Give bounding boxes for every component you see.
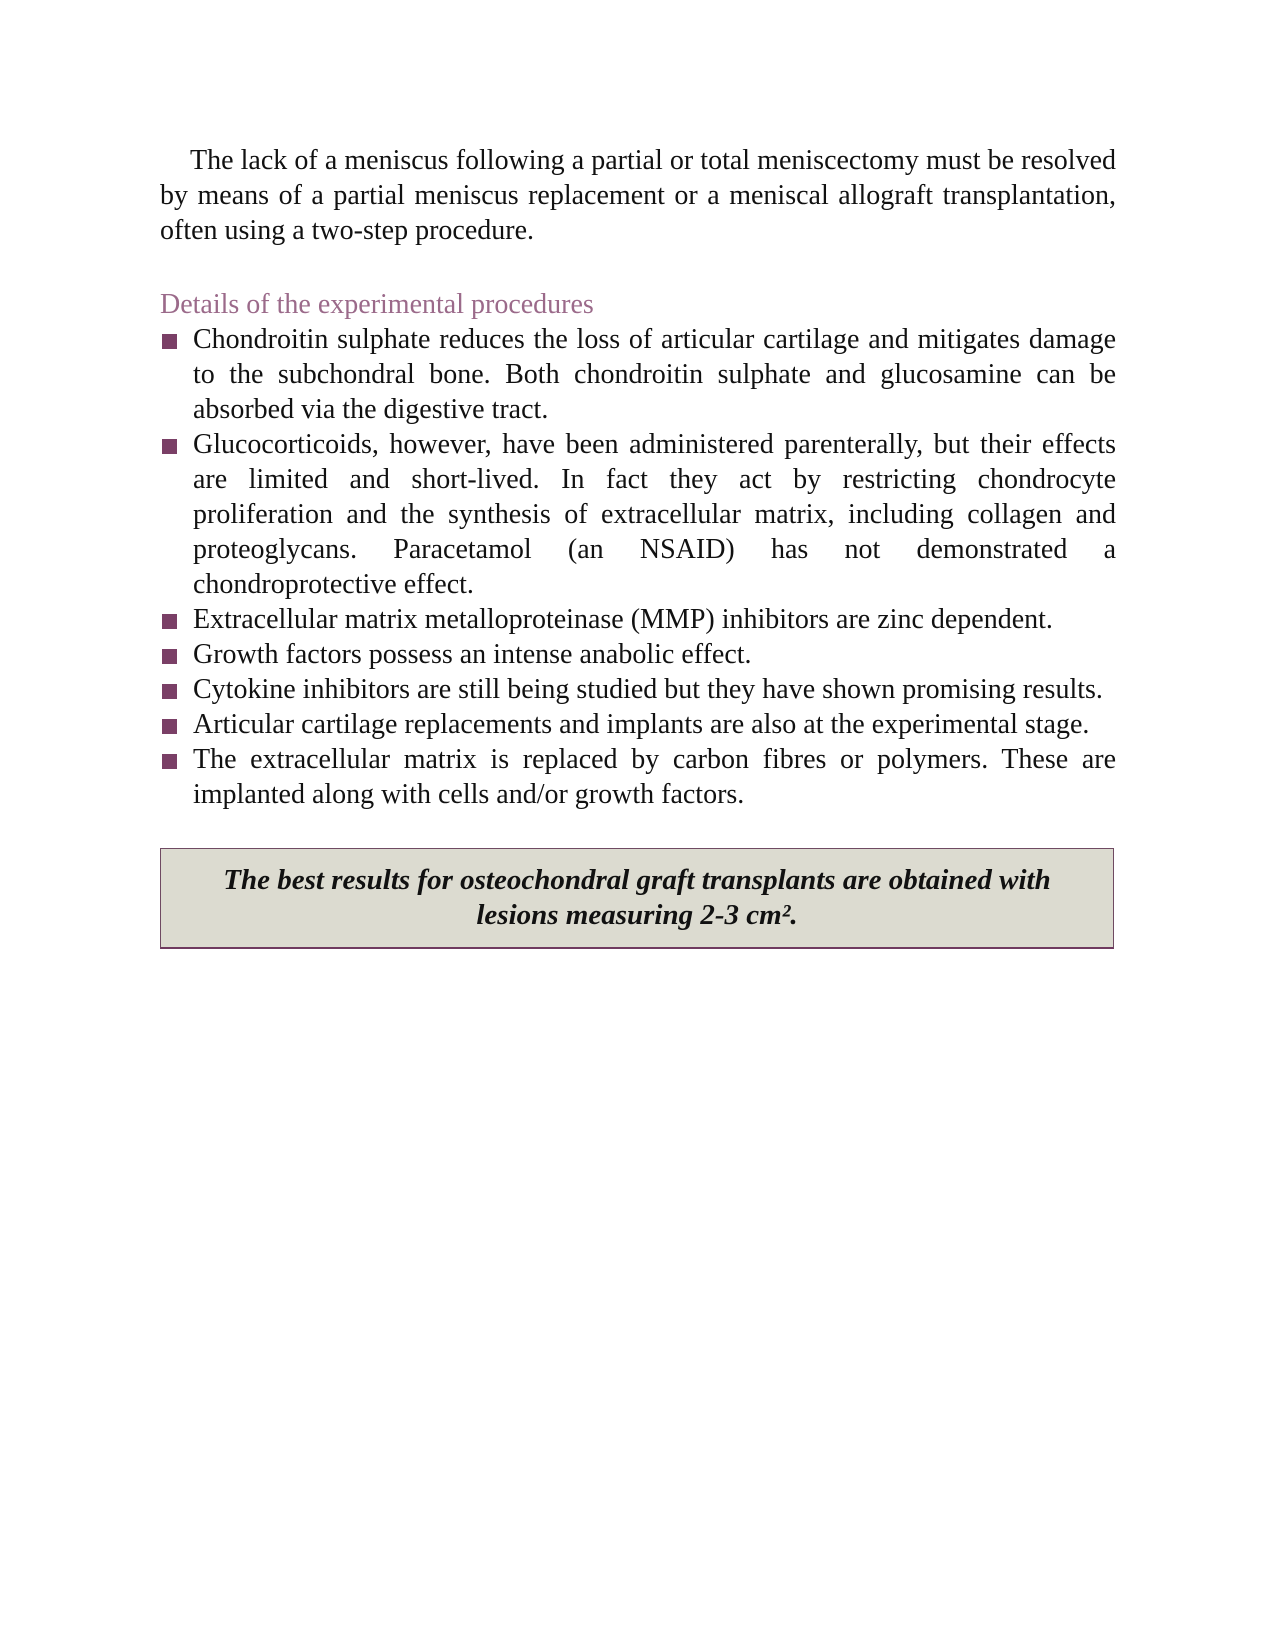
list-item xyxy=(160,322,1116,427)
procedure-list xyxy=(160,322,1116,812)
highlight-box xyxy=(160,848,1114,949)
intro-paragraph: The lack of a meniscus following a partial or total meniscectomy must be resolved by means of a partial meniscus replacement or a meniscal allograft transplantation, often using a two-step procedure. xyxy=(160,145,1116,246)
list-item xyxy=(160,707,1116,742)
square-bullet-icon xyxy=(162,439,177,454)
list-item xyxy=(160,602,1116,637)
list-item-text: Growth factors possess an intense anabolic effect. xyxy=(193,639,752,670)
list-item-text: Chondroitin sulphate reduces the loss of articular cartilage and mitigates damage to the subchondral bone. Both chondroitin sulphate and glucosamine can be absorbed via the digestive tract. xyxy=(193,324,1116,425)
list-item xyxy=(160,427,1116,602)
square-bullet-icon xyxy=(162,649,177,664)
list-item xyxy=(160,637,1116,672)
list-item xyxy=(160,742,1116,812)
list-item-text: Cytokine inhibitors are still being studied but they have shown promising results. xyxy=(193,674,1103,705)
square-bullet-icon xyxy=(162,334,177,349)
highlight-text: The best results for osteochondral graft transplants are obtained with lesions measuring 2-3 cm². xyxy=(223,864,1051,931)
list-item-text: The extracellular matrix is replaced by carbon fibres or polymers. These are implanted along with cells and/or growth factors. xyxy=(193,744,1116,810)
square-bullet-icon xyxy=(162,614,177,629)
list-item xyxy=(160,672,1116,707)
document-page xyxy=(160,143,1116,949)
square-bullet-icon xyxy=(162,719,177,734)
square-bullet-icon xyxy=(162,754,177,769)
square-bullet-icon xyxy=(162,684,177,699)
list-item-text: Articular cartilage replacements and implants are also at the experimental stage. xyxy=(193,709,1090,740)
section-heading: Details of the experimental procedures xyxy=(160,289,594,320)
list-item-text: Extracellular matrix metalloproteinase (MMP) inhibitors are zinc dependent. xyxy=(193,604,1053,635)
list-item-text: Glucocorticoids, however, have been administered parenterally, but their effects are limited and short-lived. In fact they act by restricting chondrocyte proliferation and the synthesis of extracellular matrix, including collagen and proteoglycans. Paracetamol (an NSAID) has not demonstrated a chondroprotective effect. xyxy=(193,429,1116,600)
